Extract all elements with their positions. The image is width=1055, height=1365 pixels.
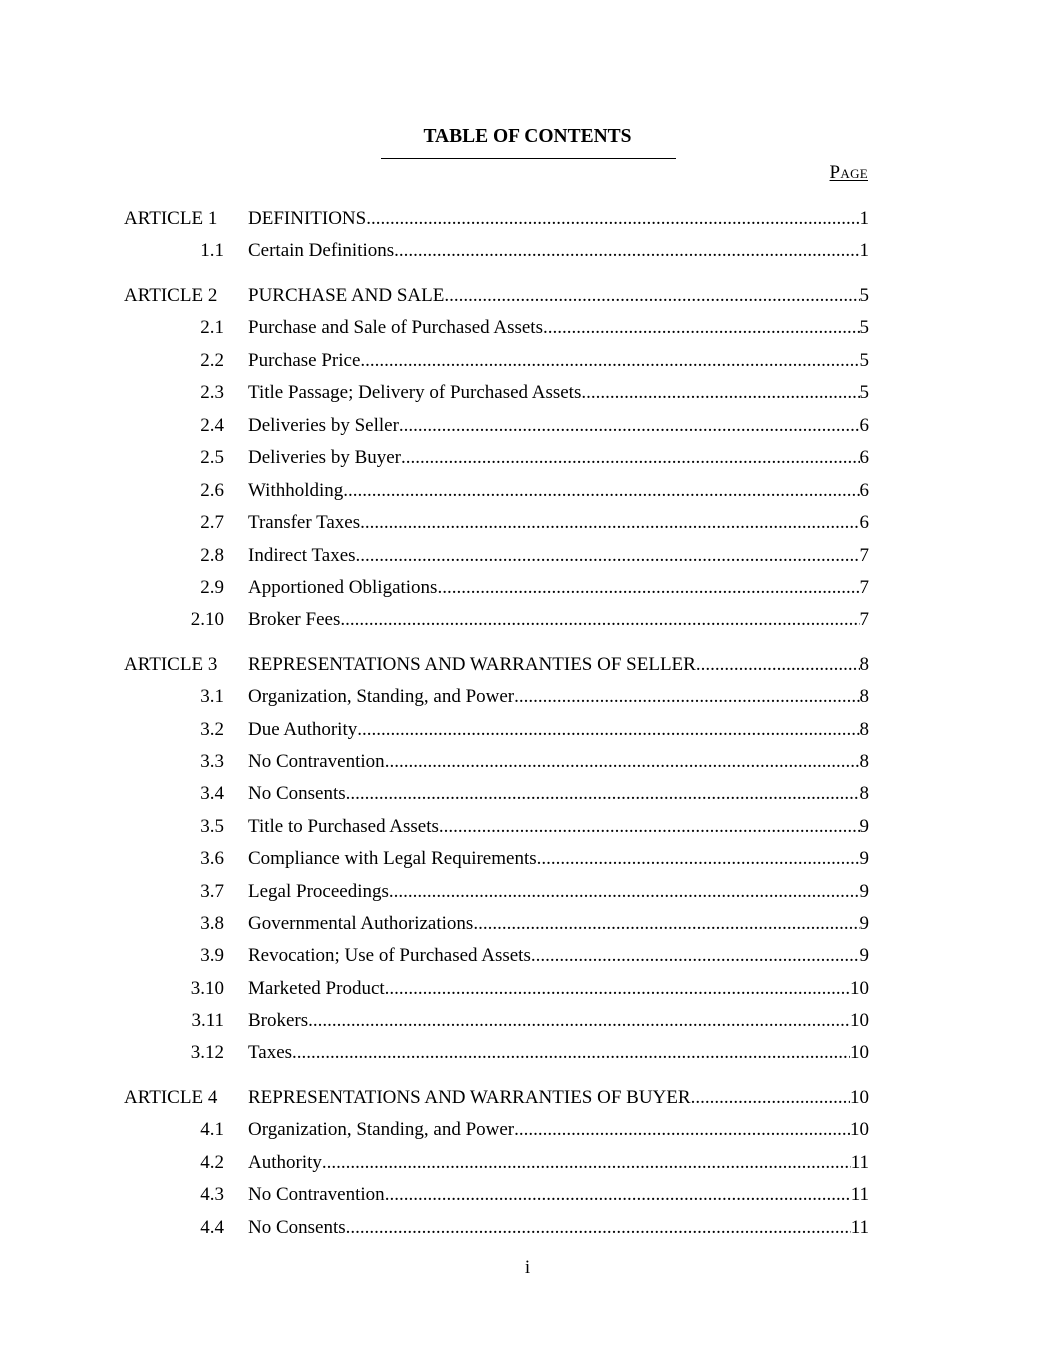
entry-page-number: 10 [850, 1042, 869, 1063]
toc-entry [248, 206, 869, 232]
section-number: 3.8 [200, 913, 224, 934]
toc-article-row[interactable] [0, 206, 1055, 232]
article-number: ARTICLE 4 [124, 1087, 218, 1108]
dot-leader [581, 380, 859, 406]
section-number: 2.10 [190, 609, 224, 630]
entry-title: Indirect Taxes [248, 545, 356, 566]
section-number: 3.7 [200, 881, 224, 902]
toc-entry [248, 607, 869, 633]
entry-title: Broker Fees [248, 609, 341, 630]
toc-section-row[interactable] [0, 1040, 1055, 1066]
section-number: 3.9 [200, 945, 224, 966]
toc-entry [248, 543, 869, 569]
entry-title: Organization, Standing, and Power [248, 686, 515, 707]
entry-title: Certain Definitions [248, 240, 395, 261]
toc-article-row[interactable] [0, 1085, 1055, 1111]
entry-page-number: 5 [859, 285, 869, 306]
toc-entry [248, 315, 869, 341]
toc-entry [248, 1215, 869, 1241]
article-number: ARTICLE 2 [124, 285, 218, 306]
entry-page-number: 7 [859, 545, 869, 566]
toc-entry [248, 510, 869, 536]
toc-entry [248, 1182, 869, 1208]
section-number: 2.8 [200, 545, 224, 566]
toc-section-row[interactable] [0, 1150, 1055, 1176]
toc-entry [248, 283, 869, 309]
section-number: 1.1 [200, 240, 224, 261]
entry-page-number: 10 [850, 1119, 869, 1140]
entry-page-number: 9 [859, 913, 869, 934]
entry-page-number: 10 [850, 1087, 869, 1108]
entry-title: REPRESENTATIONS AND WARRANTIES OF SELLER [248, 654, 696, 675]
entry-page-number: 8 [859, 719, 869, 740]
toc-entry [248, 846, 869, 872]
entry-page-number: 8 [859, 654, 869, 675]
entry-page-number: 6 [859, 480, 869, 501]
entry-title: Deliveries by Buyer [248, 447, 402, 468]
entry-title: Marketed Product [248, 978, 385, 999]
entry-page-number: 5 [859, 317, 869, 338]
section-number: 4.4 [200, 1217, 224, 1238]
toc-section-row[interactable] [0, 543, 1055, 569]
section-number: 3.5 [200, 816, 224, 837]
entry-title: REPRESENTATIONS AND WARRANTIES OF BUYER [248, 1087, 691, 1108]
section-number: 4.1 [200, 1119, 224, 1140]
toc-section-row[interactable] [0, 510, 1055, 536]
section-number: 3.2 [200, 719, 224, 740]
toc-entry [248, 380, 869, 406]
article-number: ARTICLE 3 [124, 654, 218, 675]
toc-entry [248, 1117, 869, 1143]
dot-leader [385, 749, 860, 775]
section-number: 3.10 [190, 978, 224, 999]
toc-entry [248, 478, 869, 504]
entry-title: Governmental Authorizations [248, 913, 474, 934]
entry-page-number: 6 [859, 415, 869, 436]
toc-section-row[interactable] [0, 911, 1055, 937]
dot-leader [308, 1008, 850, 1034]
section-number: 2.6 [200, 480, 224, 501]
dot-leader [343, 478, 859, 504]
section-number: 2.3 [200, 382, 224, 403]
toc-article-row[interactable] [0, 283, 1055, 309]
dot-leader [356, 543, 860, 569]
entry-title: Withholding [248, 480, 344, 501]
section-number: 3.11 [191, 1010, 224, 1031]
page-column-label: Page [829, 162, 868, 183]
dot-leader [322, 1150, 851, 1176]
entry-page-number: 6 [859, 447, 869, 468]
section-number: 3.12 [190, 1042, 224, 1063]
entry-title: DEFINITIONS [248, 208, 367, 229]
toc-entry [248, 413, 869, 439]
entry-page-number: 10 [850, 1010, 869, 1031]
section-number: 2.4 [200, 415, 224, 436]
entry-title: No Contravention [248, 1184, 385, 1205]
dot-leader [357, 717, 859, 743]
section-number: 2.1 [200, 317, 224, 338]
entry-page-number: 10 [850, 978, 869, 999]
toc-entry [248, 445, 869, 471]
toc-section-row[interactable] [0, 478, 1055, 504]
dot-leader [394, 238, 859, 264]
toc-section-row[interactable] [0, 445, 1055, 471]
entry-page-number: 8 [859, 686, 869, 707]
entry-page-number: 5 [859, 350, 869, 371]
entry-title: PURCHASE AND SALE [248, 285, 445, 306]
dot-leader [389, 879, 860, 905]
entry-title: Purchase Price [248, 350, 361, 371]
entry-page-number: 9 [859, 945, 869, 966]
toc-section-row[interactable] [0, 846, 1055, 872]
dot-leader [385, 1182, 851, 1208]
toc-section-row[interactable] [0, 315, 1055, 341]
entry-page-number: 9 [859, 816, 869, 837]
entry-page-number: 8 [859, 783, 869, 804]
entry-page-number: 6 [859, 512, 869, 533]
toc-section-row[interactable] [0, 1182, 1055, 1208]
toc-section-row[interactable] [0, 749, 1055, 775]
toc-section-row[interactable] [0, 348, 1055, 374]
toc-section-row[interactable] [0, 238, 1055, 264]
entry-title: Due Authority [248, 719, 358, 740]
dot-leader [473, 911, 859, 937]
entry-title: Legal Proceedings [248, 881, 389, 902]
section-number: 4.2 [200, 1152, 224, 1173]
dot-leader [292, 1040, 850, 1066]
section-number: 2.2 [200, 350, 224, 371]
entry-page-number: 7 [859, 577, 869, 598]
entry-title: Title Passage; Delivery of Purchased Assets [248, 382, 582, 403]
toc-section-row[interactable] [0, 1008, 1055, 1034]
entry-title: Title to Purchased Assets [248, 816, 439, 837]
toc-entry [248, 1008, 869, 1034]
dot-leader [691, 1085, 850, 1111]
toc-entry [248, 1040, 869, 1066]
dot-leader [537, 846, 860, 872]
entry-title: Apportioned Obligations [248, 577, 438, 598]
dot-leader [399, 413, 860, 439]
toc-section-row[interactable] [0, 943, 1055, 969]
entry-page-number: 11 [850, 1217, 869, 1238]
dot-leader [346, 781, 860, 807]
section-number: 2.9 [200, 577, 224, 598]
dot-leader [340, 607, 859, 633]
toc-section-row[interactable] [0, 684, 1055, 710]
title-rule [381, 158, 676, 159]
entry-page-number: 7 [859, 609, 869, 630]
entry-page-number: 8 [859, 751, 869, 772]
dot-leader [366, 206, 859, 232]
entry-title: Taxes [248, 1042, 293, 1063]
entry-page-number: 1 [859, 208, 869, 229]
section-number: 3.6 [200, 848, 224, 869]
entry-title: No Consents [248, 783, 346, 804]
toc-entry [248, 976, 869, 1002]
toc-entry [248, 1085, 869, 1111]
toc-section-row[interactable] [0, 1215, 1055, 1241]
entry-page-number: 9 [859, 848, 869, 869]
dot-leader [401, 445, 859, 471]
toc-entry [248, 575, 869, 601]
entry-title: Organization, Standing, and Power [248, 1119, 515, 1140]
toc-entry [248, 749, 869, 775]
toc-section-row[interactable] [0, 717, 1055, 743]
dot-leader [531, 943, 860, 969]
toc-entry [248, 879, 869, 905]
dot-leader [444, 283, 859, 309]
section-number: 3.1 [200, 686, 224, 707]
footer-page-number: i [524, 1257, 531, 1278]
section-number: 3.3 [200, 751, 224, 772]
entry-title: Transfer Taxes [248, 512, 361, 533]
entry-title: No Contravention [248, 751, 385, 772]
toc-article-row[interactable] [0, 652, 1055, 678]
toc-entry [248, 943, 869, 969]
entry-title: Brokers [248, 1010, 309, 1031]
dot-leader [696, 652, 860, 678]
section-number: 4.3 [200, 1184, 224, 1205]
dot-leader [437, 575, 859, 601]
entry-title: Authority [248, 1152, 322, 1173]
entry-title: No Consents [248, 1217, 346, 1238]
toc-entry [248, 1150, 869, 1176]
entry-page-number: 11 [850, 1184, 869, 1205]
dot-leader [360, 510, 859, 536]
article-number: ARTICLE 1 [124, 208, 218, 229]
dot-leader [514, 684, 859, 710]
entry-title: Deliveries by Seller [248, 415, 399, 436]
section-number: 2.7 [200, 512, 224, 533]
toc-entry [248, 814, 869, 840]
section-number: 2.5 [200, 447, 224, 468]
dot-leader [346, 1215, 851, 1241]
toc-entry [248, 348, 869, 374]
page-title: TABLE OF CONTENTS [423, 126, 632, 147]
toc-section-row[interactable] [0, 879, 1055, 905]
toc-entry [248, 911, 869, 937]
entry-title: Compliance with Legal Requirements [248, 848, 537, 869]
dot-leader [543, 315, 860, 341]
toc-entry [248, 684, 869, 710]
entry-page-number: 11 [850, 1152, 869, 1173]
entry-page-number: 1 [859, 240, 869, 261]
toc-section-row[interactable] [0, 413, 1055, 439]
toc-section-row[interactable] [0, 380, 1055, 406]
section-number: 3.4 [200, 783, 224, 804]
toc-section-row[interactable] [0, 607, 1055, 633]
entry-page-number: 9 [859, 881, 869, 902]
dot-leader [514, 1117, 850, 1143]
toc-section-row[interactable] [0, 976, 1055, 1002]
entry-page-number: 5 [859, 382, 869, 403]
dot-leader [439, 814, 860, 840]
entry-title: Revocation; Use of Purchased Assets [248, 945, 531, 966]
toc-section-row[interactable] [0, 575, 1055, 601]
toc-section-row[interactable] [0, 1117, 1055, 1143]
toc-entry [248, 238, 869, 264]
toc-section-row[interactable] [0, 814, 1055, 840]
dot-leader [360, 348, 859, 374]
dot-leader [385, 976, 850, 1002]
toc-entry [248, 717, 869, 743]
toc-section-row[interactable] [0, 781, 1055, 807]
toc-entry [248, 652, 869, 678]
entry-title: Purchase and Sale of Purchased Assets [248, 317, 543, 338]
toc-entry [248, 781, 869, 807]
